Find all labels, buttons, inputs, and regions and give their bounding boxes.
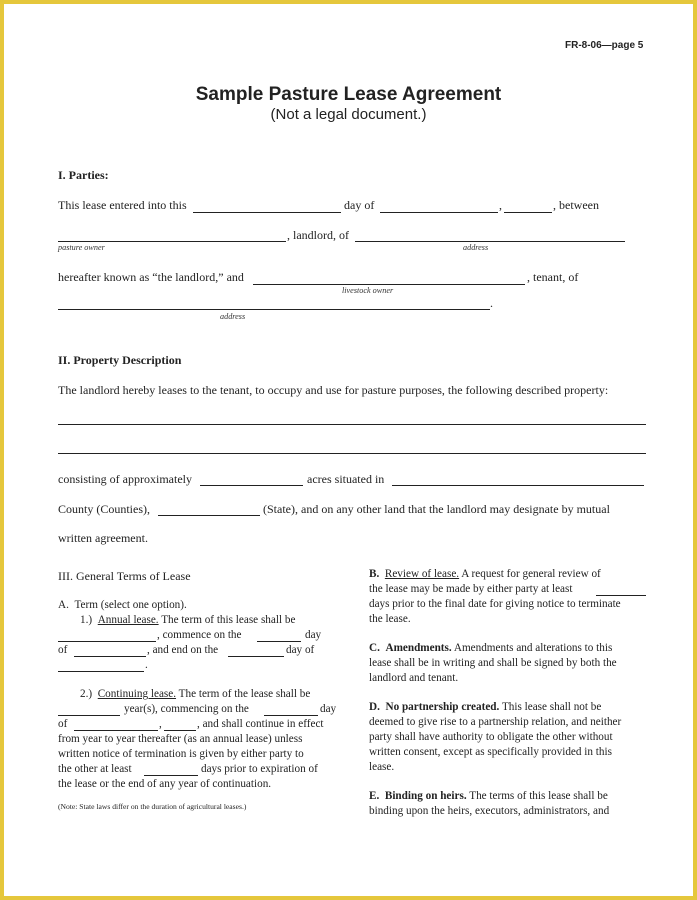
term-c-title: Amendments. (385, 642, 452, 654)
continuing-lease-line4: from year to year thereafter (as an annual lease) unless (58, 733, 303, 745)
term-e-l1: The terms of this lease shall be (469, 790, 608, 802)
page-reference: FR-8-06—page 5 (565, 40, 644, 51)
term-d-line4: written consent, except as specifically provided in this (369, 746, 612, 758)
term-d-l1: This lease shall not be (501, 701, 602, 713)
parties-line1-text-a: This lease entered into this (58, 198, 187, 212)
blank-continuing-years[interactable] (58, 715, 120, 716)
continuing-lease-line7: the lease or the end of any year of continuation. (58, 778, 272, 790)
duration-note: (Note: State laws differ on the duration of agricultural leases.) (58, 802, 247, 811)
blank-acres[interactable] (200, 485, 303, 486)
blank-review-days[interactable] (596, 595, 646, 596)
blank-location[interactable] (392, 485, 644, 486)
annual-lease-num: 1.) (80, 614, 93, 626)
parties-line1-text-d: , between (553, 198, 599, 212)
county-text-a: County (Counties), (58, 502, 150, 516)
blank-continuing-notice-days[interactable] (144, 775, 198, 776)
annual-lease-line3c: day of (286, 644, 315, 656)
blank-state[interactable] (158, 515, 260, 516)
term-e-line2: binding upon the heirs, executors, administrators, and (369, 805, 610, 817)
term-b-line2: the lease may be made by either party at least (369, 583, 573, 595)
term-b-title: Review of lease. (384, 568, 460, 580)
blank-tenant-address[interactable] (58, 309, 490, 310)
annual-lease-line3b: , and end on the (147, 644, 219, 656)
blank-continuing-day[interactable] (264, 715, 318, 716)
blank-annual-term[interactable] (58, 641, 156, 642)
term-d-line5: lease. (369, 761, 395, 773)
term-b-line3: days prior to the final date for giving notice to terminate (369, 598, 621, 610)
continuing-lease-line3b: , (159, 718, 162, 730)
blank-lease-date-month[interactable] (380, 212, 498, 213)
parties-line3-text-a: hereafter known as “the landlord,” and (58, 270, 244, 284)
term-a-title: Term (74, 599, 98, 611)
continuing-lease-line2a: year(s), commencing on the (124, 703, 249, 715)
label-pasture-owner: pasture owner (58, 243, 105, 252)
term-e-title: Binding on heirs. (384, 790, 467, 802)
blank-landlord-address[interactable] (355, 241, 625, 242)
term-c-label: C. (369, 642, 380, 654)
annual-lease-line2b: day (305, 629, 322, 641)
term-e-line1 (369, 790, 608, 802)
blank-annual-end-month[interactable] (58, 671, 144, 672)
annual-lease-title: Annual lease. (97, 614, 159, 626)
county-text-b: (State), and on any other land that the landlord may designate by mutual (263, 502, 610, 516)
term-d-label: D. (369, 701, 380, 713)
consisting-text-b: acres situated in (307, 472, 385, 486)
blank-annual-commence-day[interactable] (257, 641, 301, 642)
continuing-lease-line3a: of (58, 718, 68, 730)
parties-line1-text-c: , (499, 198, 502, 212)
term-d-title: No partnership created. (385, 701, 500, 713)
term-a-heading (58, 599, 187, 611)
label-address-tenant: address (220, 312, 246, 321)
document-subtitle: (Not a legal document.) (270, 106, 427, 123)
blank-property-line-1[interactable] (58, 424, 646, 425)
continuing-lease-l1: The term of the lease shall be (178, 688, 311, 700)
blank-continuing-year[interactable] (164, 730, 196, 731)
term-a-rest: (select one option). (100, 599, 187, 611)
blank-pasture-owner[interactable] (58, 241, 286, 242)
section-terms-heading: III. General Terms of Lease (58, 569, 191, 583)
continuing-lease-line6a: the other at least (58, 763, 132, 775)
annual-lease-line2: , commence on the (157, 629, 242, 641)
document-title: Sample Pasture Lease Agreement (195, 84, 502, 105)
term-d-line2: deemed to give rise to a partnership relation, and neither (369, 716, 622, 728)
label-livestock-owner: livestock owner (342, 286, 394, 295)
blank-lease-date-day[interactable] (193, 212, 341, 213)
term-b-l1: A request for general review of (461, 568, 601, 580)
term-c-line1 (369, 642, 612, 654)
blank-livestock-owner[interactable] (253, 284, 525, 285)
term-a-label: A. (58, 599, 69, 611)
section-property-heading: II. Property Description (58, 353, 182, 367)
continuing-lease-num: 2.) (80, 688, 93, 700)
parties-line1-text-b: day of (344, 198, 375, 212)
continuing-lease-line6b: days prior to expiration of (201, 763, 318, 775)
continuing-lease-line5: written notice of termination is given by either party to (58, 748, 304, 760)
property-intro-text: The landlord hereby leases to the tenant, to occupy and use for pasture purposes, the following described property: (58, 383, 609, 397)
annual-lease-line1 (80, 614, 295, 626)
term-c-line3: landlord and tenant. (369, 672, 459, 684)
label-address-landlord: address (463, 243, 489, 252)
parties-line3-text-b: , tenant, of (527, 270, 579, 284)
blank-annual-commence-month[interactable] (74, 656, 146, 657)
consisting-text-a: consisting of approximately (58, 472, 192, 486)
parties-line2-text: , landlord, of (287, 228, 349, 242)
continuing-lease-title: Continuing lease. (97, 688, 177, 700)
term-e-label: E. (369, 790, 380, 802)
blank-continuing-month[interactable] (74, 730, 158, 731)
term-c-line2: lease shall be in writing and shall be signed by both the (369, 657, 617, 669)
parties-line4-end: . (490, 296, 493, 310)
term-d-line1 (369, 701, 601, 713)
term-b-line4: the lease. (369, 613, 411, 625)
blank-annual-end-day[interactable] (228, 656, 284, 657)
annual-lease-line3a: of (58, 644, 68, 656)
annual-lease-l1: The term of this lease shall be (161, 614, 296, 626)
continuing-lease-line3c: , and shall continue in effect (197, 718, 324, 730)
section-parties-heading: I. Parties: (58, 168, 109, 182)
blank-lease-date-year[interactable] (504, 212, 552, 213)
term-c-l1: Amendments and alterations to this (453, 642, 613, 654)
continuing-lease-line1 (80, 688, 310, 700)
blank-property-line-2[interactable] (58, 453, 646, 454)
continuing-lease-line2b: day (320, 703, 337, 715)
term-b-label: B. (369, 568, 380, 580)
term-d-line3: party shall have authority to obligate the other without (369, 731, 613, 743)
term-b-line1 (369, 568, 601, 580)
county-text-c: written agreement. (58, 531, 148, 545)
annual-lease-line4: . (145, 659, 148, 671)
